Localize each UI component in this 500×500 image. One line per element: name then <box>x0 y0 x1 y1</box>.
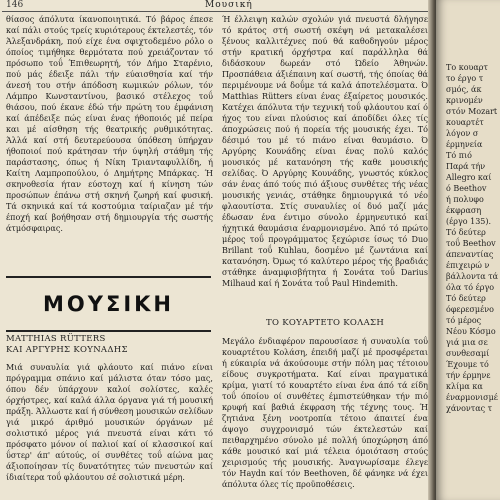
right-page-line: βάλλοντα τά <box>446 272 499 281</box>
right-page-line: τήν έρμηνε <box>446 371 491 380</box>
header-rule <box>2 11 428 12</box>
page-number: 146 <box>6 0 24 10</box>
section-title: ΜΟΥΣΙΚΗ <box>43 292 174 316</box>
quartet-article-body: Μεγάλο ένδιαφέρον παρουσίασε ή συναυλία τοΰ κουαρτέτου Κολάση, έπειδή μαζί μέ προσφέρεται ή εύκαιρία νά άκούσουμε στήν πόλη μας τέτοιου είδους συγκροτήματα. Καί είναι πραγματικά κρίμα, γιατί τό κουαρτέτο είναι ένα άπό τά είδη τοΰ όποίου οί συνθέτες έμπιστεύθηκαν τήν πιό κρυφή καί βαθιά έκφραση τής τέχνης τους. Ή ζητιάνα ξένη νοοτροπία τέτοιο άπαιτεί ένα άψογο συγχρονισμό τών έκτελεστών καί πειθαρχημένο σύνολο μέ πολλή ύποχώρηση άπό κάθε μουσικό καί μιά τέλεια όμοιόταση στούς χειρισμούς τής μουσικής. Άναγνωρίσαμε έλεγε τόν Haydn καί τόν Beethoven, δέ φάνηκε νά έχει άπόλυτα όλες τίς προϋποθέσεις. <box>222 337 428 489</box>
right-page-line: κλίμα κα <box>446 382 483 391</box>
right-page-line: Νέου Κόσμο <box>446 327 496 336</box>
running-head-title: Μουσική <box>205 0 253 10</box>
right-page-line: έναρμονισμέ <box>446 393 498 402</box>
right-page-line: ή πολυφο <box>446 195 484 204</box>
right-page-line: έπιχειρώ ν <box>446 261 490 270</box>
right-page-line: άπεναντίας <box>446 250 494 259</box>
right-page-line: Τό πιό <box>446 151 472 160</box>
right-page-line: ό Beethov <box>446 184 487 193</box>
right-page-line: Παρά τήν <box>446 162 486 171</box>
right-page-line: Τό δεύτερ <box>446 294 486 303</box>
right-page-line: Τό δεύτερ <box>446 228 486 237</box>
section-heading-box <box>6 276 211 332</box>
theatre-review-continuation: θίασος άπόλυτα ίκανοποιητικά. Τό βάρος έπεσε καί πάλι στούς τρείς κυριότερους έκτελεστές, τόν Άλεξανδράκη, πού είχε ένα σφιχτοδεμένο ρόλο ο όποίος τιμήθηκε θερμότατα πού χρειάζονταν τό πρόσωπο τοΰ Έπιθεωρητή, τόν Δήμο Σταρένιο, πού μάς έδειξε πάλι τήν εύαισθησία καί τήν άνεσή του στήν άπόδοση κωμικών ρόλων, τόν Λάμπρο Κωνσταντίνου, βασικό στέλεχος τοΰ θιάσου, πού έκανε έδώ τήν πρώτη του έμφάνιση καί άπέδειξε πώς είναι ένας ήθοποιός μέ πείρα και μέ αίσθηση τής θεατρικής ρυθμικότητας. Άλλά καί στή δευτερεύουσα ύπόθεση ύπήρχαν ήθοποιοί πού κράτησαν τήν ύψηλή στάθμη τής παράστασης, όπως ή Νίκη Τριανταφυλλίδη, ή Καίτη Λαμπροπούλου, ό Δημήτρης Μπάρκας. Ή σκηνοθεσία ήταν εύστοχη καί ή κίνηση τών προσώπων έπάνω στή σκηνή ζωηρή καί φυσική. Τά σκηνικά καί τά κοστούμια ταίριαζαν μέ τήν έποχή καί βοήθησαν στή δημιουργία τής σωστής άτμόσφαιρας. <box>6 15 213 233</box>
article-byline <box>6 334 213 356</box>
right-page-line: έκφραση <box>446 206 482 215</box>
right-page-line: όλα τό έργο <box>446 283 495 292</box>
right-page-line: Allegro καί <box>446 173 492 182</box>
music-article-body: Ή έλλειψη καλών σχολών γιά πνευστά δλήγησε τό κράτος στή σωστή σκέψη νά μετακαλέσει ξένους καλλιτέχνες πού θά καθοδηγούν μέρος στήν κρατική όρχήστρα καί παράλληλα θά διδάσκουν δωρεάν στό Ώδείο Άθηνών. Προσπάθεια άξιέπαινη καί σωστή, τής όποίας θά περιμένουμε νά δοΰμε τά καλά άποτελέσματα. Ό Matthias Rütters είναι ένας έξαίρετος μουσικός. Κατέχει άπόλυτα τήν τεχνική τοΰ φλάουτου καί ό ήχος του είναι πλούσιος καί άποδίδει όλες τίς άποχρώσεις πού ή πορεία τής μουσικής έχει. Τό δέσιμό του μέ τό πιάνο είναι θαυμάσιο. Ό Αργύρης Κουνάδης είναι ένας πολύ καλός μουσικός μέ κατανόηση τής καθε μουσικής σελίδας. Ό Αργύρης Κουνάδης, γνωστός κύκλος σάν ένας άπό τούς πιό άξιους συνθέτες τής νέας μουσικής γενιάς, στάθηκε δημιουργικά τό νέο φλαουτίστα. Στίς συναυλίες οί δυό μαζί μάς έδωσαν ένα έντιμο σύνολο έρμηνευτικό καί ήχητικά θαυμάσια έναρμονισμένο. Άπό τό πρώτο μέρος τοΰ προγράμματος ξεχώρισε ίσως τό Duo Brillant τοΰ Kuhlau, δοσμένο μέ ζωντάνια καί κατανόηση. Όμως τό καλύτερο μέρος τής βραδιάς στάθηκε άναμφισβήτητα ή Σονάτα τοΰ Darius Milhaud καί ή Σονάτα τοΰ Paul Hindemith. <box>222 15 428 288</box>
right-page-line: στόν Mozart <box>446 107 498 116</box>
right-page-line: σμός, άκ <box>446 85 482 94</box>
right-page-line: έρμηνεία <box>446 140 483 149</box>
right-page-column <box>446 62 500 414</box>
right-page-line: τό μέρος <box>446 316 482 325</box>
right-page-line: λόγον σ <box>446 129 479 138</box>
right-page-line: Έχουμε τό <box>446 360 489 369</box>
right-page-line: συνθεσαμί <box>446 349 490 358</box>
right-page-line: όφερεσμένο <box>446 305 494 314</box>
right-page-line: Το κουαρτ <box>446 63 488 72</box>
right-page-line: χάνοντας τ <box>446 404 493 413</box>
right-page-line: τοΰ Beethov <box>446 239 496 248</box>
right-page-line: το έργο τ <box>446 74 484 83</box>
quartet-subheading: ΤΟ ΚΟΥΑΡΤΕΤΟ ΚΟΛΑΣΗ <box>265 318 385 328</box>
byline-performer-2: ΚΑΙ ΑΡΓΥΡΗΣ ΚΟΥΝΑΔΗΣ <box>6 345 128 355</box>
right-page-line: κουαρτέτ <box>446 118 484 127</box>
right-page-line: (έργο 135). <box>446 217 492 226</box>
byline-performer-1: MATTHIAS RÜTTERS <box>6 334 106 344</box>
right-page-line: κρινομέν <box>446 96 483 105</box>
right-page-line: γιά μια σε <box>446 338 488 347</box>
music-article-intro: Μιά συναυλία γιά φλάουτο καί πιάνο είναι πρόγραμμα σπάνιο καί μάλιστα όταν τόσο μας, όπου δέν ύπάρχουν καλοί σολίστες, καλές όρχήστρες, καί καλά άλλα όργανα γιά τή μουσική πράξη. Άλλωστε καί ή σύνθεση μουσικών σελίδων γιά μικρό άριθμό μουσικών όργάνων μέ σολιστικό μέρος γιά πνευστά είναι κάτι τό πρόσφατο μόνον οί παλιοί καί οί κλασσικοί καί ΰστερ' άπ' αύτούς, οί συνθέτες τοΰ αίώνα μας άξιοποίησαν τίς δυνατότητες τών πνευστών καί ίδιαίτερα τοΰ φλάουτου σέ σολιστικά μέρη. <box>6 363 213 482</box>
